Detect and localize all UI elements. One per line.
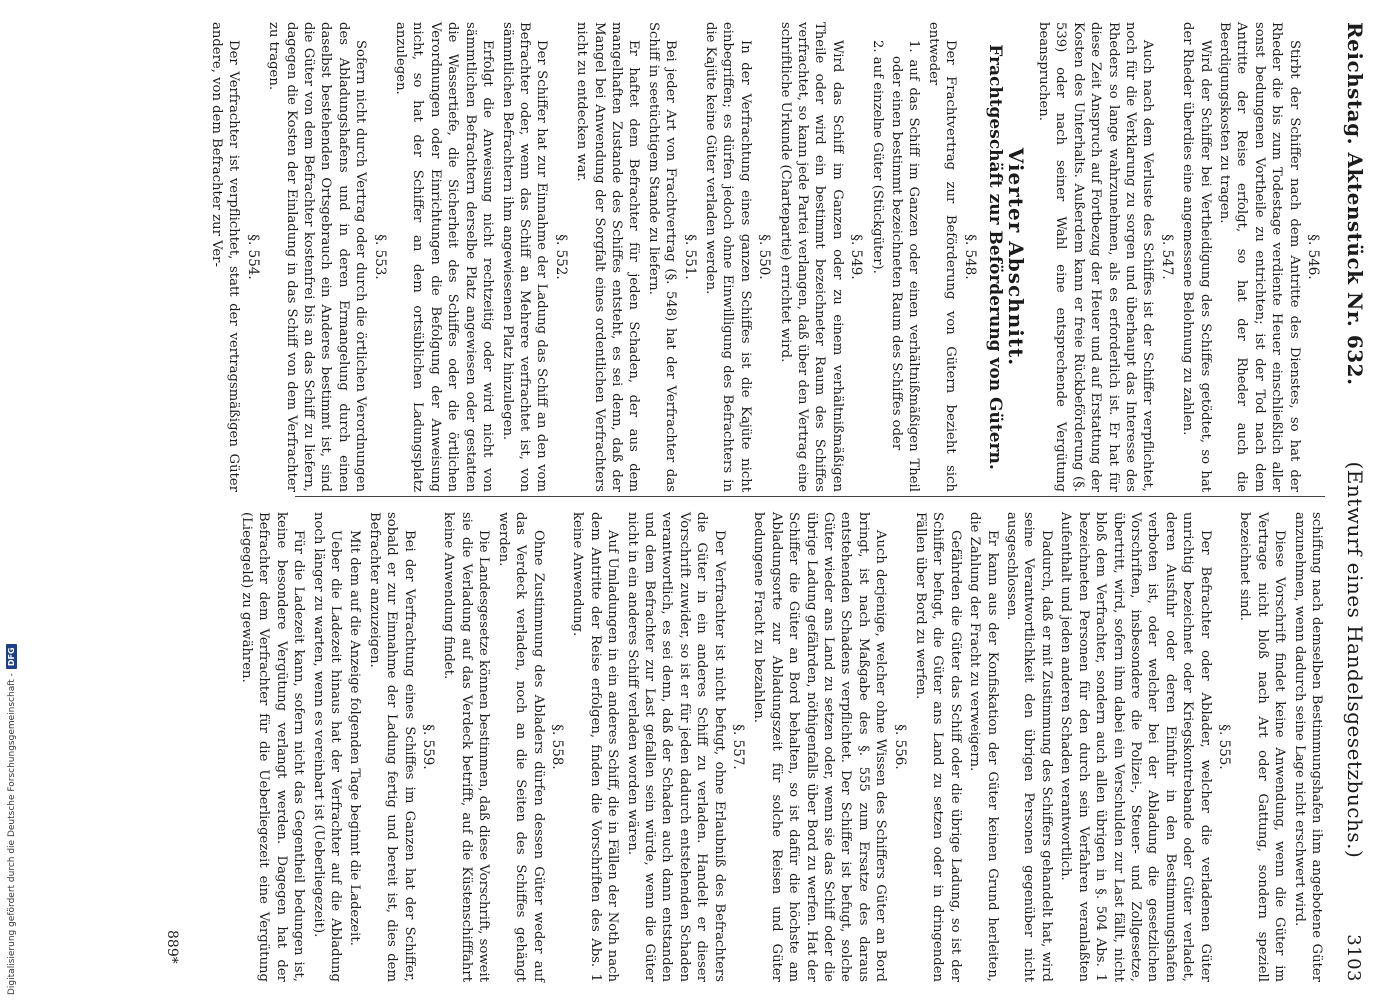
paragraph: Stirbt der Schiffer nach dem Antritte des Dienstes, so hat der Rheder die bis zum Todestage verdiente Heuer einschließlich aller sonst bedungenen Vortheile zu entrichten; ist der Tod nach dem Antritte der Reise erfolgt, so hat der Rheder auch die Beerdigungskosten zu tragen. (1216, 22, 1302, 492)
paragraph: Der Befrachter oder Ablader, welcher die verladenen Güter unrichtig bezeichnet oder Kriegskontrebande oder Güter verladet, deren Ausfuhr oder deren Einfuhr in den Bestimmungshafen verboten ist, oder welcher bei der Abladung die gesetzlichen Vorschriften, insbesondere die Polizei-, Steuer- und Zollgesetze, übertritt, wird, sofern ihm dabei ein Verschulden zur Last fällt, nicht bloß dem Verfrachter, sondern auch allen übrigen in §. 504 Abs. 1 bezeichneten Personen für den durch sein Verfahren veranlaßten Aufenthalt und jeden anderen Schaden verantwortlich. (1058, 512, 1213, 982)
chapter-title: Vierter Abschnitt. (1004, 147, 1029, 367)
rotated-page-content (85, 0, 1383, 1000)
section-heading: §. 546. (1305, 234, 1321, 280)
paragraph: Sofern nicht durch Vertrag oder durch die örtlichen Verordnungen des Abladungshafens und in deren Ermangelung durch einen daselbst bestehenden Ortsgebrauch ein Anderes bestimmt ist, sind die Güter von dem Befrachter kostenfrei bis an das Schiff zu liefern, dagegen die Kosten der Einladung in das Schiff von dem Verfrachter zu tragen. (266, 22, 369, 492)
paragraph: Erfolgt die Anweisung nicht rechtzeitig oder wird nicht von sämmtlichen Befrachtern derselbe Platz angewiesen oder gestatten die Wassertiefe, die Sicherheit des Schiffes oder die örtlichen Verordnungen oder Einrichtungen die Befolgung der Anweisung nicht, so hat der Schiffer an dem ortsüblichen Ladungsplatz anzulegen. (393, 22, 496, 492)
paragraph: Die Landesgesetze können bestimmen, daß diese Vorschrift, soweit sie die Verladung auf das Verdeck betrifft, auf die Küstenschifffahrt keine Anwendung findet. (441, 512, 492, 982)
section-heading: §. 549. (848, 234, 865, 280)
paragraph: Der Frachtvertrag zur Beförderung von Gütern bezieht sich entweder (925, 22, 959, 492)
section-heading: §. 550. (756, 234, 773, 280)
section-heading: §. 548. (961, 234, 978, 280)
paragraph: Bei der Verfrachtung eines Schiffes im Ganzen hat der Schiffer, sobald er zur Einnahme der Ladung fertig und bereit ist, dies dem Befrachter anzuzeigen. (366, 512, 417, 982)
paragraph: Er haftet dem Befrachter für jeden Schaden, der aus dem mangelhaften Zustande des Schiffes entsteht, es sei denn, daß der Mangel bei Anwendung der Sorgfalt eines ordentlichen Verfrachters nicht zu entdecken war. (574, 22, 642, 492)
paragraph: Ueber die Ladezeit hinaus hat der Verfrachter auf die Abladung noch länger zu warten, wenn es vereinbart ist (Ueberliegezeit). (310, 512, 344, 982)
list-item: 2. auf einzelne Güter (Stückgüter). (869, 40, 885, 274)
section-heading: §. 552. (552, 234, 569, 280)
chapter-subtitle: Frachtgeschäft zur Beförderung von Gütern. (985, 44, 1006, 470)
section-heading: §. 556. (891, 724, 908, 770)
paragraph: schiffung nach demselben Bestimmungshafen ihm angebotene Güter anzunehmen, wenn dadurch seine Lage nicht erschwert wird. (1291, 512, 1324, 982)
dfg-logo-icon: DFG (6, 644, 17, 669)
right-column (236, 512, 1325, 982)
paragraph: In der Verfrachtung eines ganzen Schiffes ist die Kajüte nicht einbegriffen; es dürfen jedoch ohne Einwilligung des Befrachters in die Kajüte keine Güter verladen werden. (703, 22, 753, 492)
paragraph: Diese Vorschrift findet keine Anwendung, wenn die Güter im Vertrage nicht bloß nach Art oder Gattung, sondern speziell bezeichnet sind. (1237, 512, 1288, 982)
header-title: Reichstag. Aktenstück Nr. 632. (1343, 22, 1367, 386)
section-heading: §. 551. (681, 234, 698, 280)
digitization-credit (6, 644, 17, 995)
left-column (206, 22, 1325, 492)
paragraph: Wird der Schiffer bei Vertheidigung des Schiffes getödtet, so hat der Rheder überdies eine angemessene Belohnung zu zahlen. (1180, 22, 1213, 492)
section-heading: §. 558. (548, 724, 565, 770)
section-heading: §. 553. (371, 234, 388, 280)
paragraph: Auch derjenige, welcher ohne Wissen des Schiffers Güter an Bord bringt, ist nach Maßgabe des §. 555 zum Ersatze des daraus entstehenden Schadens verpflichtet. Der Schiffer ist befugt, solche Güter wieder ans Land zu setzen oder, wenn sie das Schiff oder die übrige Ladung gefährden, nöthigenfalls über Bord zu werfen. Hat der Schiffer die Güter an Bord behalten, so ist dafür die höchste am Abladungsorte zur Abladungszeit für solche Reisen und Güter bedungene Fracht zu bezahlen. (751, 512, 889, 982)
paragraph: Mit dem auf die Anzeige folgenden Tage beginnt die Ladezeit. (347, 530, 363, 946)
section-heading: §. 547. (1158, 234, 1175, 280)
column-divider (295, 496, 1325, 497)
paragraph: Der Verfrachter ist verpflichtet, statt der vertragsmäßigen Güter andere, von dem Befrachter zur Ver- (209, 22, 242, 492)
paragraph: Der Verfrachter ist nicht befugt, ohne Erlaubniß des Befrachters die Güter in ein anderes Schiff zu verladen. Handelt er dieser Vorschrift zuwider, so ist er für jeden dadurch entstehenden Schaden verantwortlich, es sei denn, daß der Schaden auch dann entstanden und dem Befrachter zur Last gefallen sein würde, wenn die Güter nicht in ein anderes Schiff verladen worden wären. (624, 512, 727, 982)
signature-number: 889* (164, 930, 180, 964)
section-heading: §. 559. (420, 724, 437, 770)
header-page-number: 3103 (1343, 934, 1364, 982)
paragraph: Bei jeder Art von Frachtvertrag (§. 548) hat der Verfrachter das Schiff in seetüchtigem Stande zu liefern. (645, 22, 679, 492)
header-subtitle: (Entwurf eines Handelsgesetzbuchs.) (1343, 461, 1367, 859)
section-heading: §. 557. (730, 724, 746, 770)
paragraph: Auch nach dem Verluste des Schiffes ist der Schiffer verpflichtet, noch für die Verklarung zu sorgen und überhaupt das Interesse des Rheders so lange wahrzunehmen, als es erforderlich ist. Er hat für diese Zeit Anspruch auf Fortbezug der Heuer und auf Erstattung der Kosten des Unterhalts. Außerdem kann er freie Rückbeförderung (§. 539) oder nach seiner Wahl eine entsprechende Vergütung beanspruchen. (1035, 22, 1156, 492)
paragraph: Auf Umladungen in ein anderes Schiff, die in Fällen der Noth nach dem Antritte der Reise erfolgen, finden die Vorschriften des Abs. 1 keine Anwendung. (570, 512, 621, 982)
paragraph: Der Schiffer hat zur Einnahme der Ladung das Schiff an den vom Befrachter oder, wenn das Schiff an Mehrere verfrachtet ist, von sämmtlichen Befrachtern ihm angewiesenen Platz hinzulegen. (499, 22, 550, 492)
paragraph: Wird das Schiff im Ganzen oder zu einem verhältnißmäßigen Theile oder wird ein bestimmt bezeichneter Raum des Schiffes verfrachtet, so kann jede Partei verlangen, daß über den Vertrag eine schriftliche Urkunde (Chartepartie) errichtet wird. (777, 22, 845, 492)
paragraph: Dadurch, daß er mit Zustimmung des Schiffers gehandelt hat, wird seine Verantwortlichkeit den übrigen Personen gegenüber nicht ausgeschlossen. (1004, 512, 1054, 982)
paragraph: Er kann aus der Konfiskation der Güter keinen Grund herleiten, die Zahlung der Fracht zu verweigern. (967, 512, 1000, 982)
paragraph: Gefährden die Güter das Schiff oder die übrige Ladung, so ist der Schiffer befugt, die Güter ans Land zu setzen oder in dringenden Fällen über Bord zu werfen. (913, 512, 963, 982)
section-heading: §. 554. (244, 234, 261, 280)
credit-text: Digitalisierung gefördert durch die Deutsche Forschungsgemeinschaft - (6, 673, 17, 995)
page-header (1343, 22, 1367, 982)
list-item: 1. auf das Schiff im Ganzen oder einen verhältnißmäßigen Theil oder einen bestimmt bezeichneten Raum des Schiffes oder (889, 40, 922, 492)
paragraph: Ohne Zustimmung des Abladers dürfen dessen Güter weder auf das Verdeck verladen, noch an die Seiten des Schiffes gehängt werden. (495, 512, 546, 982)
paragraph: Für die Ladezeit kann, sofern nicht das Gegentheil bedungen ist, keine besondere Vergütung verlangt werden. Dagegen hat der Befrachter dem Verfrachter für die Ueberliegezeit eine Vergütung (Liegegeld) zu gewähren. (239, 512, 307, 982)
section-heading: §. 555. (1215, 724, 1232, 770)
